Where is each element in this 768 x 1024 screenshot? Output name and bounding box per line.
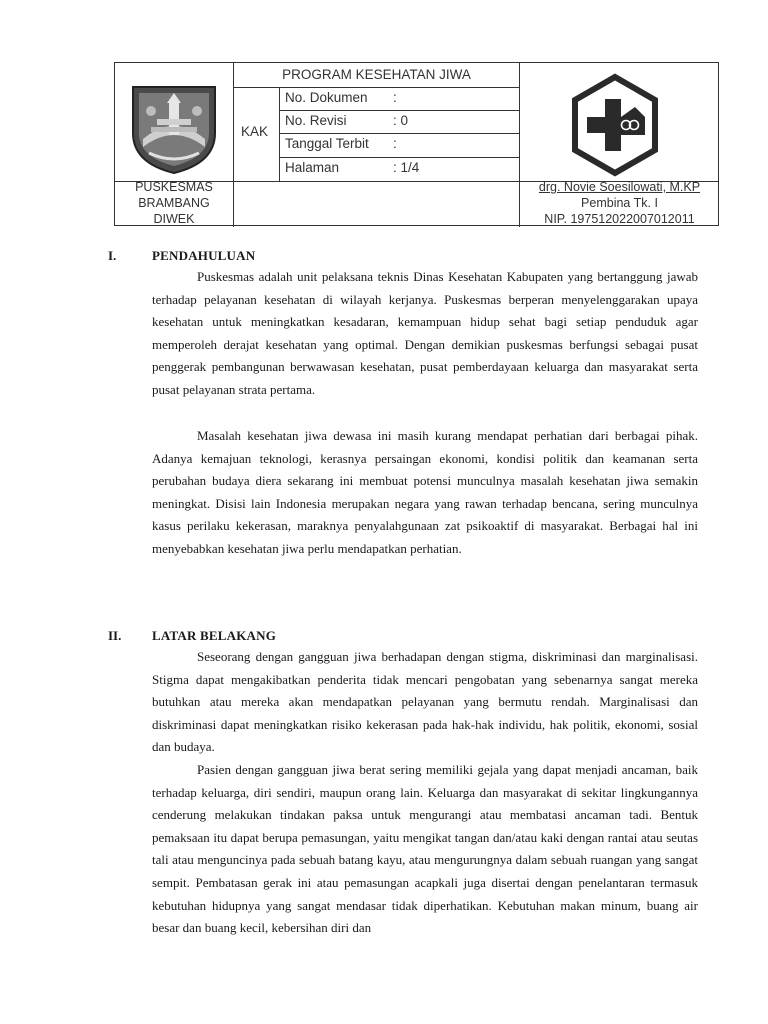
signatory-nip: NIP. 197512022007012011 <box>544 212 695 226</box>
paragraph: Seseorang dengan gangguan jiwa berhadapan dengan stigma, diskriminasi dan marginalisasi. Stigma dapat mengakibatkan penderita tidak mencari pengobatan yang sebenarnya sangat mereka butuhkan atau mereka akan mendapatkan pelayanan yang bermutu rendah. Marginalisasi dan diskriminasi dapat meningkatkan risiko kekerasan pada hak-hak individu, hak politik, ekonomi, sosial dan budaya. <box>152 649 698 755</box>
paragraph: Puskesmas adalah unit pelaksana teknis Dinas Kesehatan Kabupaten yang bertanggung jawab terhadap pelayanan kesehatan di wilayah kerjanya. Puskesmas berperan menyelenggarakan upaya kesehatan untuk meningkatkan kesadaran, kemampuan hidup sehat bagi setiap penduduk agar memperoleh derajat kesehatan yang optimal. Dengan demikian puskesmas berfungsi sebagai pusat penggerak pembangunan berwawasan kesehatan, pusat pemberdayaan keluarga dan masyarakat serta pusat pelayanan strata pertama. <box>152 269 698 397</box>
field-label-tanggal-terbit: Tanggal Terbit <box>285 136 369 151</box>
document-header-table <box>114 62 719 226</box>
signatory-block <box>520 179 719 227</box>
field-value-halaman: : 1/4 <box>393 160 420 175</box>
field-value-no-dokumen: : <box>393 90 397 105</box>
program-title: PROGRAM KESEHATAN JIWA <box>282 67 471 82</box>
regional-emblem-icon <box>129 83 219 175</box>
org-line: BRAMBANG <box>138 196 210 210</box>
org-name <box>115 179 233 227</box>
section-number: II. <box>108 628 122 643</box>
signatory-name: drg. Novie Soesilowati, M.KP <box>538 180 701 194</box>
signatory-rank: Pembina Tk. I <box>581 196 658 210</box>
section-title-latar-belakang: LATAR BELAKANG <box>152 628 277 643</box>
field-value-no-revisi: : 0 <box>393 113 409 128</box>
field-label-halaman: Halaman <box>285 160 340 175</box>
doc-type-label: KAK <box>241 124 269 139</box>
paragraph: Masalah kesehatan jiwa dewasa ini masih kurang mendapat perhatian dari berbagai pihak. Adanya kemajuan teknologi, kerasnya persaingan ekonomi, kondisi politik dan keamanan serta perubahan budaya diera sekarang ini membuat potensi munculnya masalah kesehatan jiwa semakin meningkat. Disisi lain Indonesia merupakan negara yang rawan terhadap bencana, sering munculnya kasus perilaku kekerasan, maraknya penyalahgunaan zat psikoaktif di masyarakat. Berbagai hal ini menyebabkan kesehatan jiwa perlu mendapatkan perhatian. <box>152 428 698 556</box>
field-value-tanggal-terbit: : <box>393 136 397 151</box>
field-label-no-dokumen: No. Dokumen <box>285 90 368 105</box>
org-line: DIWEK <box>153 212 195 226</box>
section-number: I. <box>108 248 117 263</box>
puskesmas-logo-icon <box>571 73 659 177</box>
paragraph: Pasien dengan gangguan jiwa berat sering memiliki gejala yang dapat menjadi ancaman, baik terhadap keluarga, diri sendiri, maupun orang lain. Keluarga dan masyarakat di sekitar lingkungannya cenderung melakukan tindakan paksa untuk mengurangi atau membatasi ancaman tadi. Bentuk pemaksaan itu dapat berupa pemasungan, yaitu mengikat tangan dan/atau kaki dengan rantai atau seutas tali atau menguncinya pada sebuah batang kayu, atau mengurungnya dalam sebuah ruangan yang sangat sempit. Pembatasan gerak ini atau pemasungan acapkali juga disertai dengan penelantaran termasuk kebutuhan hidupnya yang sangat mendasar tidak diperhatikan. Kebutuhan makan minum, buang air besar dan buang kecil, kebersihan diri dan <box>152 762 698 936</box>
section-title-pendahuluan: PENDAHULUAN <box>152 248 256 263</box>
field-label-no-revisi: No. Revisi <box>285 113 347 128</box>
org-line: PUSKESMAS <box>135 180 213 194</box>
